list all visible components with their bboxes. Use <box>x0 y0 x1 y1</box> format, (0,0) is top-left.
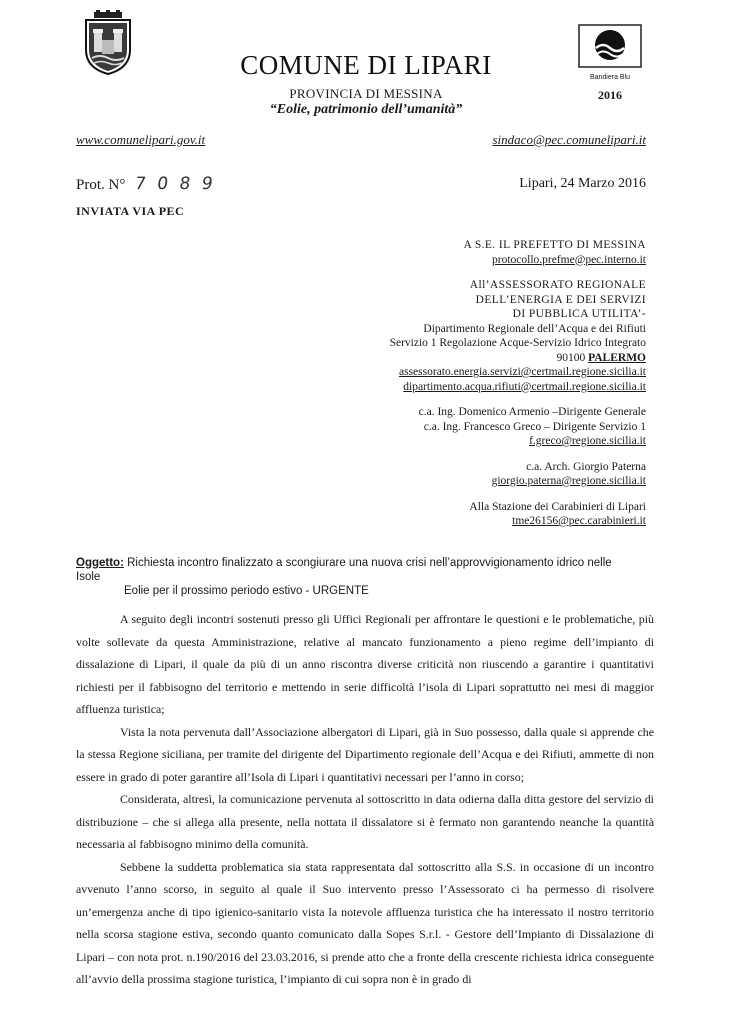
recipient-address <box>390 351 646 366</box>
recipient-dipartimento: Dipartimento Regionale dell’Acqua e dei Rifiuti <box>423 322 646 335</box>
subject-block <box>76 556 636 598</box>
recipient-cap: 90100 <box>556 351 586 364</box>
recipient-assessorato-line3: DI PUBBLICA UTILITA’- <box>512 308 646 320</box>
body-paragraph: Vista la nota pervenuta dall’Associazione albergatori di Lipari, già in Suo possesso, dalla quale si apprende che la stessa Regione siciliana, per tramite del dirigente del Dipartimento regionale dell’Acqua e dei Rifiuti, ammette di non essere in grado di poter garantire all’Isola di Lipari i quantitativi necessari per l’anno in corso; <box>76 724 654 784</box>
body-paragraph: Considerata, altresì, la comunicazione pervenuta al sottoscritto in data odierna dalla ditta gestore del servizio di distribuzione – che si allega alla presente, nella nottata il dissalatore si è fermato non garantendo neanche la quantità necessaria al fabbisogno minimo della comunità. <box>76 792 654 851</box>
recipient-carabinieri-email[interactable]: tme26156@pec.carabinieri.it <box>512 515 646 527</box>
letter-body <box>76 608 654 991</box>
protocol-handwritten: 7 0 8 9 <box>133 174 217 194</box>
protocol-number <box>76 174 216 194</box>
recipient-greco-email[interactable]: f.greco@regione.sicilia.it <box>529 435 646 447</box>
recipient-prefetto: A S.E. IL PREFETTO DI MESSINA <box>463 239 646 251</box>
email-link[interactable]: sindaco@pec.comunelipari.it <box>492 132 646 147</box>
recipient-prefetto-email[interactable]: protocollo.prefme@pec.interno.it <box>492 253 646 266</box>
recipient-city: PALERMO <box>588 351 646 364</box>
recipient-assessorato-line1: All’ASSESSORATO REGIONALE <box>469 279 646 291</box>
recipient-paterna-email[interactable]: giorgio.paterna@regione.sicilia.it <box>491 475 646 487</box>
province-subtitle: PROVINCIA DI MESSINA <box>289 86 443 101</box>
subject-text-line1: Richiesta incontro finalizzato a scongiurare una nuova crisi nell’approvvigionamento idrico nelle Isole <box>76 557 612 583</box>
subject-label: Oggetto: <box>76 557 124 569</box>
recipient-ca-paterna: c.a. Arch. Giorgio Paterna <box>526 460 646 473</box>
flag-year: 2016 <box>598 88 622 102</box>
body-paragraph: A seguito degli incontri sostenuti presso gli Uffici Regionali per affrontare le questioni e le problematiche, più volte sollevate da questa Amministrazione, relative al mancato funzionamento a pieno regime dell’impianto di dissalazione di Lipari, il quale da più di un anno riscontra diverse criticità non riuscendo a garantire i quantitativi richiesti per il fabbisogno del territorio e mettendo in serie difficoltà l’isola di Lipari soprattutto nei mesi di maggior affluenza turistica; <box>76 612 654 716</box>
recipient-assessorato-line2: DELL’ENERGIA E DEI SERVIZI <box>475 293 646 306</box>
flag-label: Bandiera Blu <box>589 74 631 81</box>
recipient-email-dipartimento[interactable]: dipartimento.acqua.rifiuti@certmail.regione.sicilia.it <box>403 380 646 393</box>
subject-text-line2: Eolie per il prossimo periodo estivo - URGENTE <box>124 585 369 597</box>
recipient-email-assessorato[interactable]: assessorato.energia.servizi@certmail.regione.sicilia.it <box>399 366 646 378</box>
sent-via-pec: INVIATA VIA PEC <box>76 204 185 218</box>
recipient-ca-greco: c.a. Ing. Francesco Greco – Dirigente Servizio 1 <box>423 420 646 433</box>
body-paragraph: Sebbene la suddetta problematica sia stata rappresentata dal sottoscritto alla S.S. in occasione di un incontro avvenuto l’anno scorso, in seguito al quale il Suo intervento presso l’Assessorato ci ha permesso di risolvere un’emergenza anche di tipo igienico-sanitario vista la notevole affluenza turistica che ha interessato il nostro territorio nella scorsa stagione estiva, secondo quanto comunicato dalla Sopes S.r.l. - Gestore dell’Impianto di Dissalazione di Lipari – con nota prot. n.190/2016 del 23.03.2016, si prende atto che a fronte della crescente richiesta idrica conseguente all’avvio della prossima stagione turistica, l’impianto di cui sopra non è in grado di <box>76 859 654 986</box>
page-title: COMUNE DI LIPARI <box>240 50 492 80</box>
recipient-carabinieri: Alla Stazione dei Carabinieri di Lipari <box>469 500 646 513</box>
recipient-ca-armenio: c.a. Ing. Domenico Armenio –Dirigente Generale <box>418 406 646 418</box>
recipients-block <box>390 238 646 529</box>
motto: “Eolie, patrimonio dell’umanità” <box>269 102 463 117</box>
letter-date: Lipari, 24 Marzo 2016 <box>519 176 646 191</box>
recipient-servizio: Servizio 1 Regolazione Acque-Servizio Idrico Integrato <box>389 337 646 349</box>
website-link[interactable]: www.comunelipari.gov.it <box>76 132 206 147</box>
protocol-label: Prot. N° <box>76 177 126 193</box>
